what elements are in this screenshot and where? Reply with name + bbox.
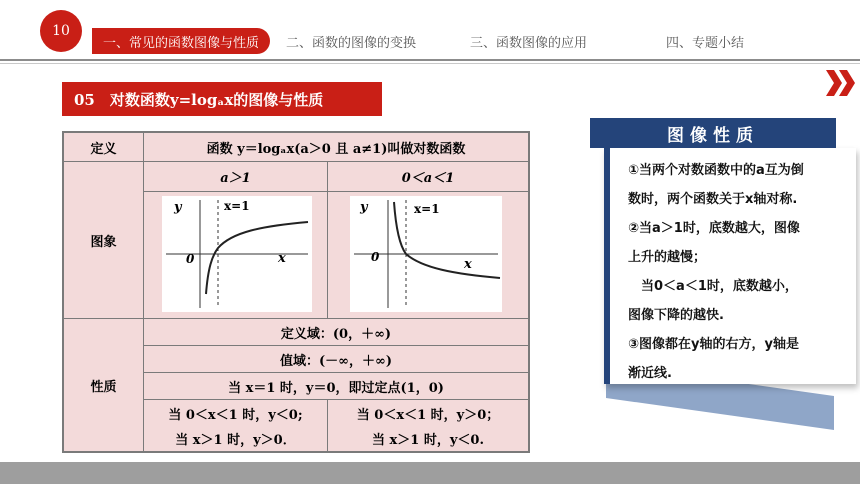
footer-bar xyxy=(0,462,860,484)
case-header-a-gt-1: a＞1 xyxy=(220,171,251,186)
case-header-a-lt-1: 0＜a＜1 xyxy=(401,171,455,186)
graph-a-gt-1 xyxy=(162,196,312,312)
double-chevron-right-icon[interactable] xyxy=(824,68,858,98)
row-label-properties: 性质 xyxy=(90,379,117,395)
definition-text: 函数 y＝logₐx(a＞0 且 a≠1)叫做对数函数 xyxy=(206,141,466,157)
graph2-asymptote-label: x=1 xyxy=(414,202,440,216)
graph1-y-label: y xyxy=(174,200,182,215)
prop-domain: 定义域：(0，＋∞) xyxy=(280,326,392,342)
panel-line: 当0＜a＜1时，底数越小， xyxy=(628,279,798,294)
tab-summary[interactable]: 四、专题小结 xyxy=(666,35,745,51)
panel-body xyxy=(628,156,846,388)
panel-line: 图像下降的越快. xyxy=(628,308,724,323)
panel-line: 数时，两个函数关于x轴对称. xyxy=(628,192,798,207)
prop-fixed-point: 当 x＝1 时，y＝0，即过定点(1，0) xyxy=(228,380,444,396)
graph1-origin-label: 0 xyxy=(186,252,195,266)
graph2-origin-label: 0 xyxy=(371,250,380,264)
prop-range: 值域：(－∞，＋∞) xyxy=(280,353,392,369)
table-line xyxy=(143,399,530,400)
panel-line: ③图像都在y轴的右方，y轴是 xyxy=(628,337,799,352)
graph2-x-label: x xyxy=(464,257,472,272)
header-divider-thin xyxy=(0,63,860,64)
panel-line: 上升的越慢； xyxy=(628,250,707,265)
panel-line: ②当a＞1时，底数越大，图像 xyxy=(628,221,800,236)
tab-graph-application[interactable]: 三、函数图像的应用 xyxy=(470,35,588,51)
row-label-definition: 定义 xyxy=(90,141,117,157)
prop-case1-line1: 当 0＜x＜1 时，y＜0; xyxy=(168,408,303,423)
graph2-y-label: y xyxy=(360,200,368,215)
panel-heading: 图像性质 xyxy=(590,118,836,148)
page-number-badge: 10 xyxy=(40,10,82,52)
graph1-asymptote-label: x=1 xyxy=(224,199,250,213)
graph1-x-label: x xyxy=(278,251,286,266)
panel-line: 渐近线. xyxy=(628,366,672,381)
prop-case2-line2: 当 x＞1 时，y＜0. xyxy=(372,433,484,448)
header-divider xyxy=(0,59,860,61)
prop-case1-line2: 当 x＞1 时，y＞0． xyxy=(175,433,296,448)
table-line xyxy=(143,191,530,192)
row-label-graph: 图象 xyxy=(90,234,117,250)
section-title: 05 对数函数y=logₐx的图像与性质 xyxy=(62,82,382,116)
tab-common-functions[interactable]: 一、常见的函数图像与性质 xyxy=(92,28,270,54)
prop-case2-line1: 当 0＜x＜1 时，y＞0； xyxy=(356,408,500,423)
graph-a-gt-1-svg xyxy=(162,196,312,312)
panel-line: ①当两个对数函数中的a互为倒 xyxy=(628,163,804,178)
tab-graph-transform[interactable]: 二、函数的图像的变换 xyxy=(286,35,417,51)
